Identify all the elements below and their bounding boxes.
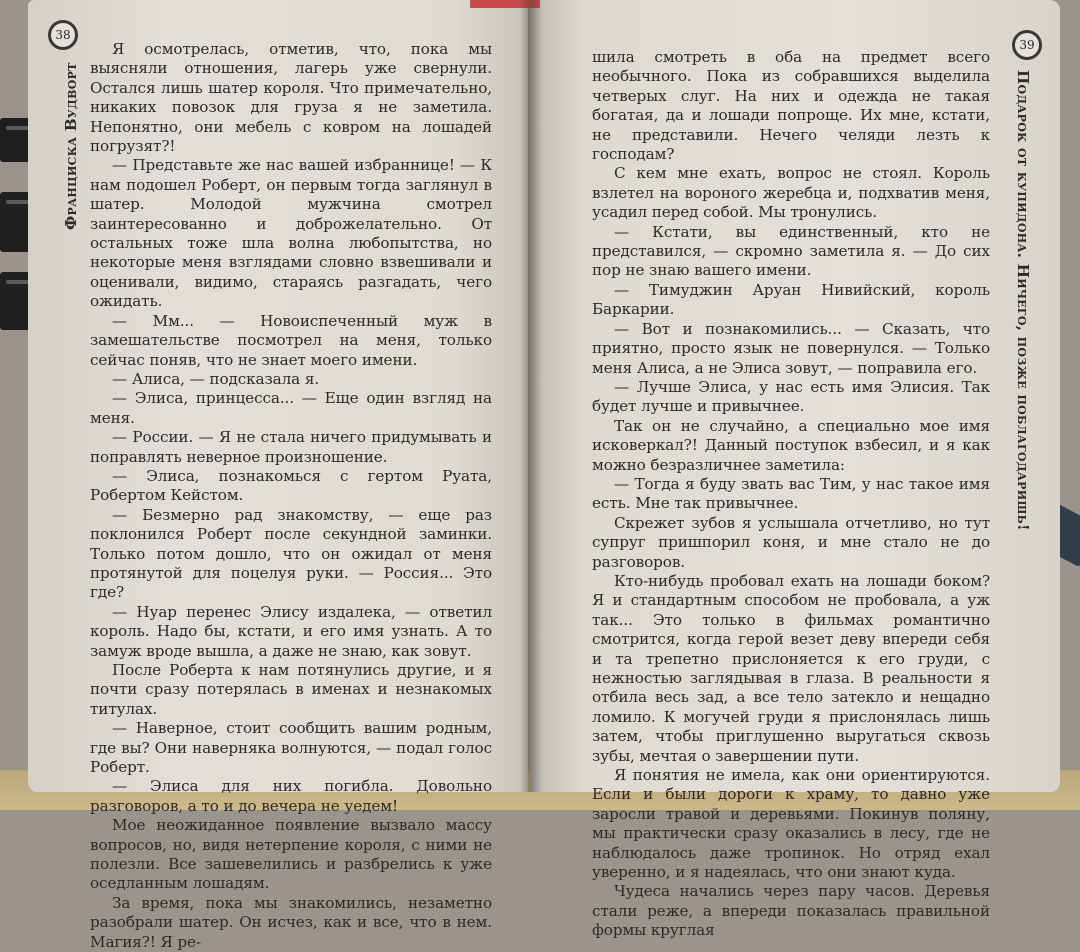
paragraph: — Тогда я буду звать вас Тим, у нас такое имя есть. Мне так привычнее.: [592, 474, 990, 513]
paragraph: Кто-нибудь пробовал ехать на лошади боком? Я и стандартным способом не пробовала, а уж так... Это только в фильмах романтично смотрится, когда герой везет деву впереди себя и та трепетно прислоняется к его груди, с нежностью заглядывая в глаза. В реальности я отбила весь зад, а все тело затекло и нещадно ломило. К могучей груди я прислонялась лишь затем, чтобы приглушенно выругаться сквозь зубы, мечтая о завершении пути.: [592, 571, 990, 765]
paragraph: — России. — Я не стала ничего придумывать и поправлять неверное произношение.: [90, 428, 492, 466]
paragraph: — Наверное, стоит сообщить вашим родным, где вы? Они наверняка волнуются, — подал голос Роберт.: [90, 719, 492, 777]
paragraph: — Тимуджин Аруан Нивийский, король Баркарии.: [592, 280, 990, 319]
paragraph: — Безмерно рад знакомству, — еще раз поклонился Роберт после секундной заминки. Только потом дошло, что он ожидал от меня протянутой для поцелуя руки. — Россия... Это где?: [90, 505, 492, 602]
paragraph: С кем мне ехать, вопрос не стоял. Король взлетел на вороного жеребца и, подхватив меня, усадил перед собой. Мы тронулись.: [592, 164, 990, 222]
paragraph: Скрежет зубов я услышала отчетливо, но тут супруг пришпорил коня, и мне стало не до разговоров.: [592, 513, 990, 571]
paragraph: — Элиса, принцесса... — Еще один взгляд на меня.: [90, 389, 492, 427]
paragraph: Так он не случайно, а специально мое имя исковеркал?! Данный поступок взбесил, и я как можно безразличнее заметила:: [592, 416, 990, 474]
paragraph: — Алиса, — подсказала я.: [112, 369, 320, 388]
paragraph: — Мм... — Новоиспеченный муж в замешательстве посмотрел на меня, только сейчас поняв, что не знает моего имени.: [90, 311, 492, 369]
running-header-author: Франциска Вудворт: [62, 62, 80, 230]
book-gutter: [520, 0, 542, 792]
right-page-text: [592, 48, 990, 941]
paragraph: Я осмотрелась, отметив, что, пока мы выясняли отношения, лагерь уже свернули. Остался лишь шатер короля. Что примечательно, никаких повозок для груза я не заметила. Непонятно, они мебель с ковром на лошадей погрузят?!: [90, 40, 492, 156]
paragraph: — Нуар перенес Элису издалека, — ответил король. Надо бы, кстати, и его имя узнать. А то замуж вроде вышла, а даже не знаю, как зовут.: [90, 602, 492, 660]
paragraph: — Кстати, вы единственный, кто не представился, — скромно заметила я. — До сих пор не знаю вашего имени.: [592, 222, 990, 280]
paragraph: — Элиса, познакомься с гертом Руата, Робертом Кейстом.: [90, 466, 492, 505]
paragraph: За время, пока мы знакомились, незаметно разобрали шатер. Он исчез, как и все, что в нем. Магия?! Я ре-: [90, 893, 492, 951]
page-number-right: 39: [1012, 30, 1042, 60]
paragraph: Я понятия не имела, как они ориентируются. Если и были дороги к храму, то давно уже заросли травой и деревьями. Покинув поляну, мы практически сразу оказались в лесу, где не наблюдалось даже тропинок. Но отряд ехал уверенно, и я надеялась, что они знают куда.: [592, 766, 990, 882]
paragraph: — Лучше Элиса, у нас есть имя Элисия. Так будет лучше и привычнее.: [592, 377, 990, 416]
paragraph: Чудеса начались через пару часов. Деревья стали реже, а впереди показалась правильной формы круглая: [592, 882, 990, 940]
paragraph: — Вот и познакомились... — Сказать, что приятно, просто язык не повернулся. — Только меня Алиса, а не Элиса зовут, — поправила его.: [592, 319, 990, 377]
paragraph: — Представьте же нас вашей избраннице! — К нам подошел Роберт, он первым тогда заглянул в шатер. Молодой мужчина смотрел заинтересованно и доброжелательно. От остальных тоже шла волна любопытства, но некоторые меня взглядами словно взвешивали и оценивали, видимо, стараясь разгадать, чего ожидать.: [90, 156, 492, 311]
paragraph: После Роберта к нам потянулись другие, и я почти сразу потерялась в именах и незнакомых титулах.: [90, 661, 492, 718]
paragraph: — Элиса для них погибла. Довольно разговоров, а то и до вечера не уедем!: [90, 777, 492, 815]
running-header-title: Подарок от купидона. Ничего, позже поблагодаришь!: [1014, 70, 1032, 531]
left-page-text: [90, 40, 492, 952]
paragraph: Мое неожиданное появление вызвало массу вопросов, но, видя нетерпение короля, с ними не полезли. Все зашевелились и разбрелись к уже оседланным лошадям.: [90, 816, 492, 893]
page-number-left: 38: [48, 20, 78, 50]
paragraph-continued: шила смотреть в оба на предмет всего необычного. Пока из собравшихся выделила четверых слуг. На них и одежда не такая богатая, да и лошади попроще. Их мне, кстати, не представили. Нечего челяди лезть к господам?: [592, 48, 990, 164]
